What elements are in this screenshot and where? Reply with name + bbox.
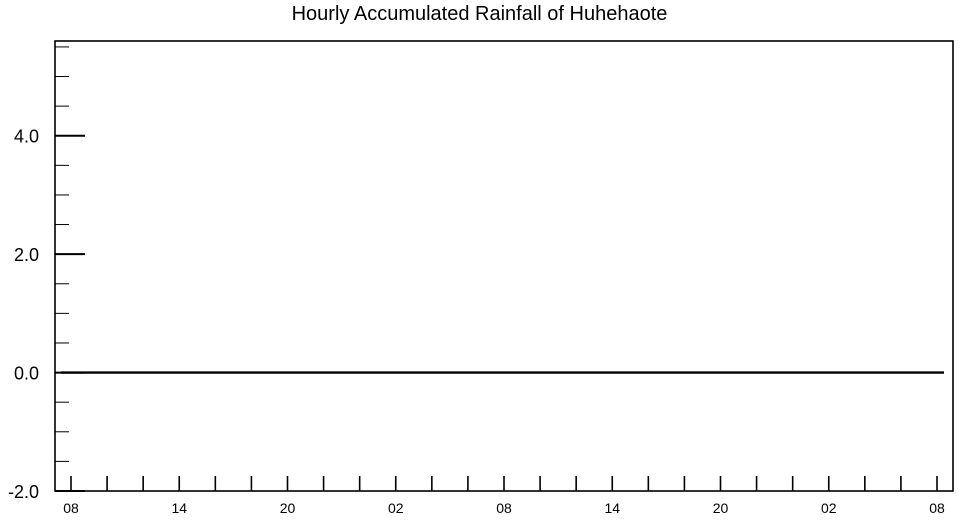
x-tick-label: 02 (387, 500, 404, 516)
y-tick-label: 0.0 (13, 363, 39, 384)
x-tick-label: 08 (63, 500, 79, 516)
x-tick-label: 20 (279, 500, 296, 516)
tick-labels-layer (8, 127, 945, 516)
ticks-layer (55, 47, 937, 491)
y-tick-label: 4.0 (13, 126, 39, 147)
x-tick-label: 20 (712, 500, 729, 516)
axes-layer (55, 41, 953, 491)
chart-title: Hourly Accumulated Rainfall of Huhehaote (291, 3, 668, 25)
x-tick-label: 14 (604, 500, 621, 516)
x-tick-label: 14 (171, 500, 188, 516)
y-tick-label: 2.0 (13, 245, 39, 266)
x-tick-label: 02 (820, 500, 837, 516)
x-tick-label: 08 (929, 500, 945, 516)
y-tick-label: -2.0 (7, 482, 39, 502)
x-tick-label: 08 (496, 500, 512, 516)
plot-frame (55, 41, 953, 491)
